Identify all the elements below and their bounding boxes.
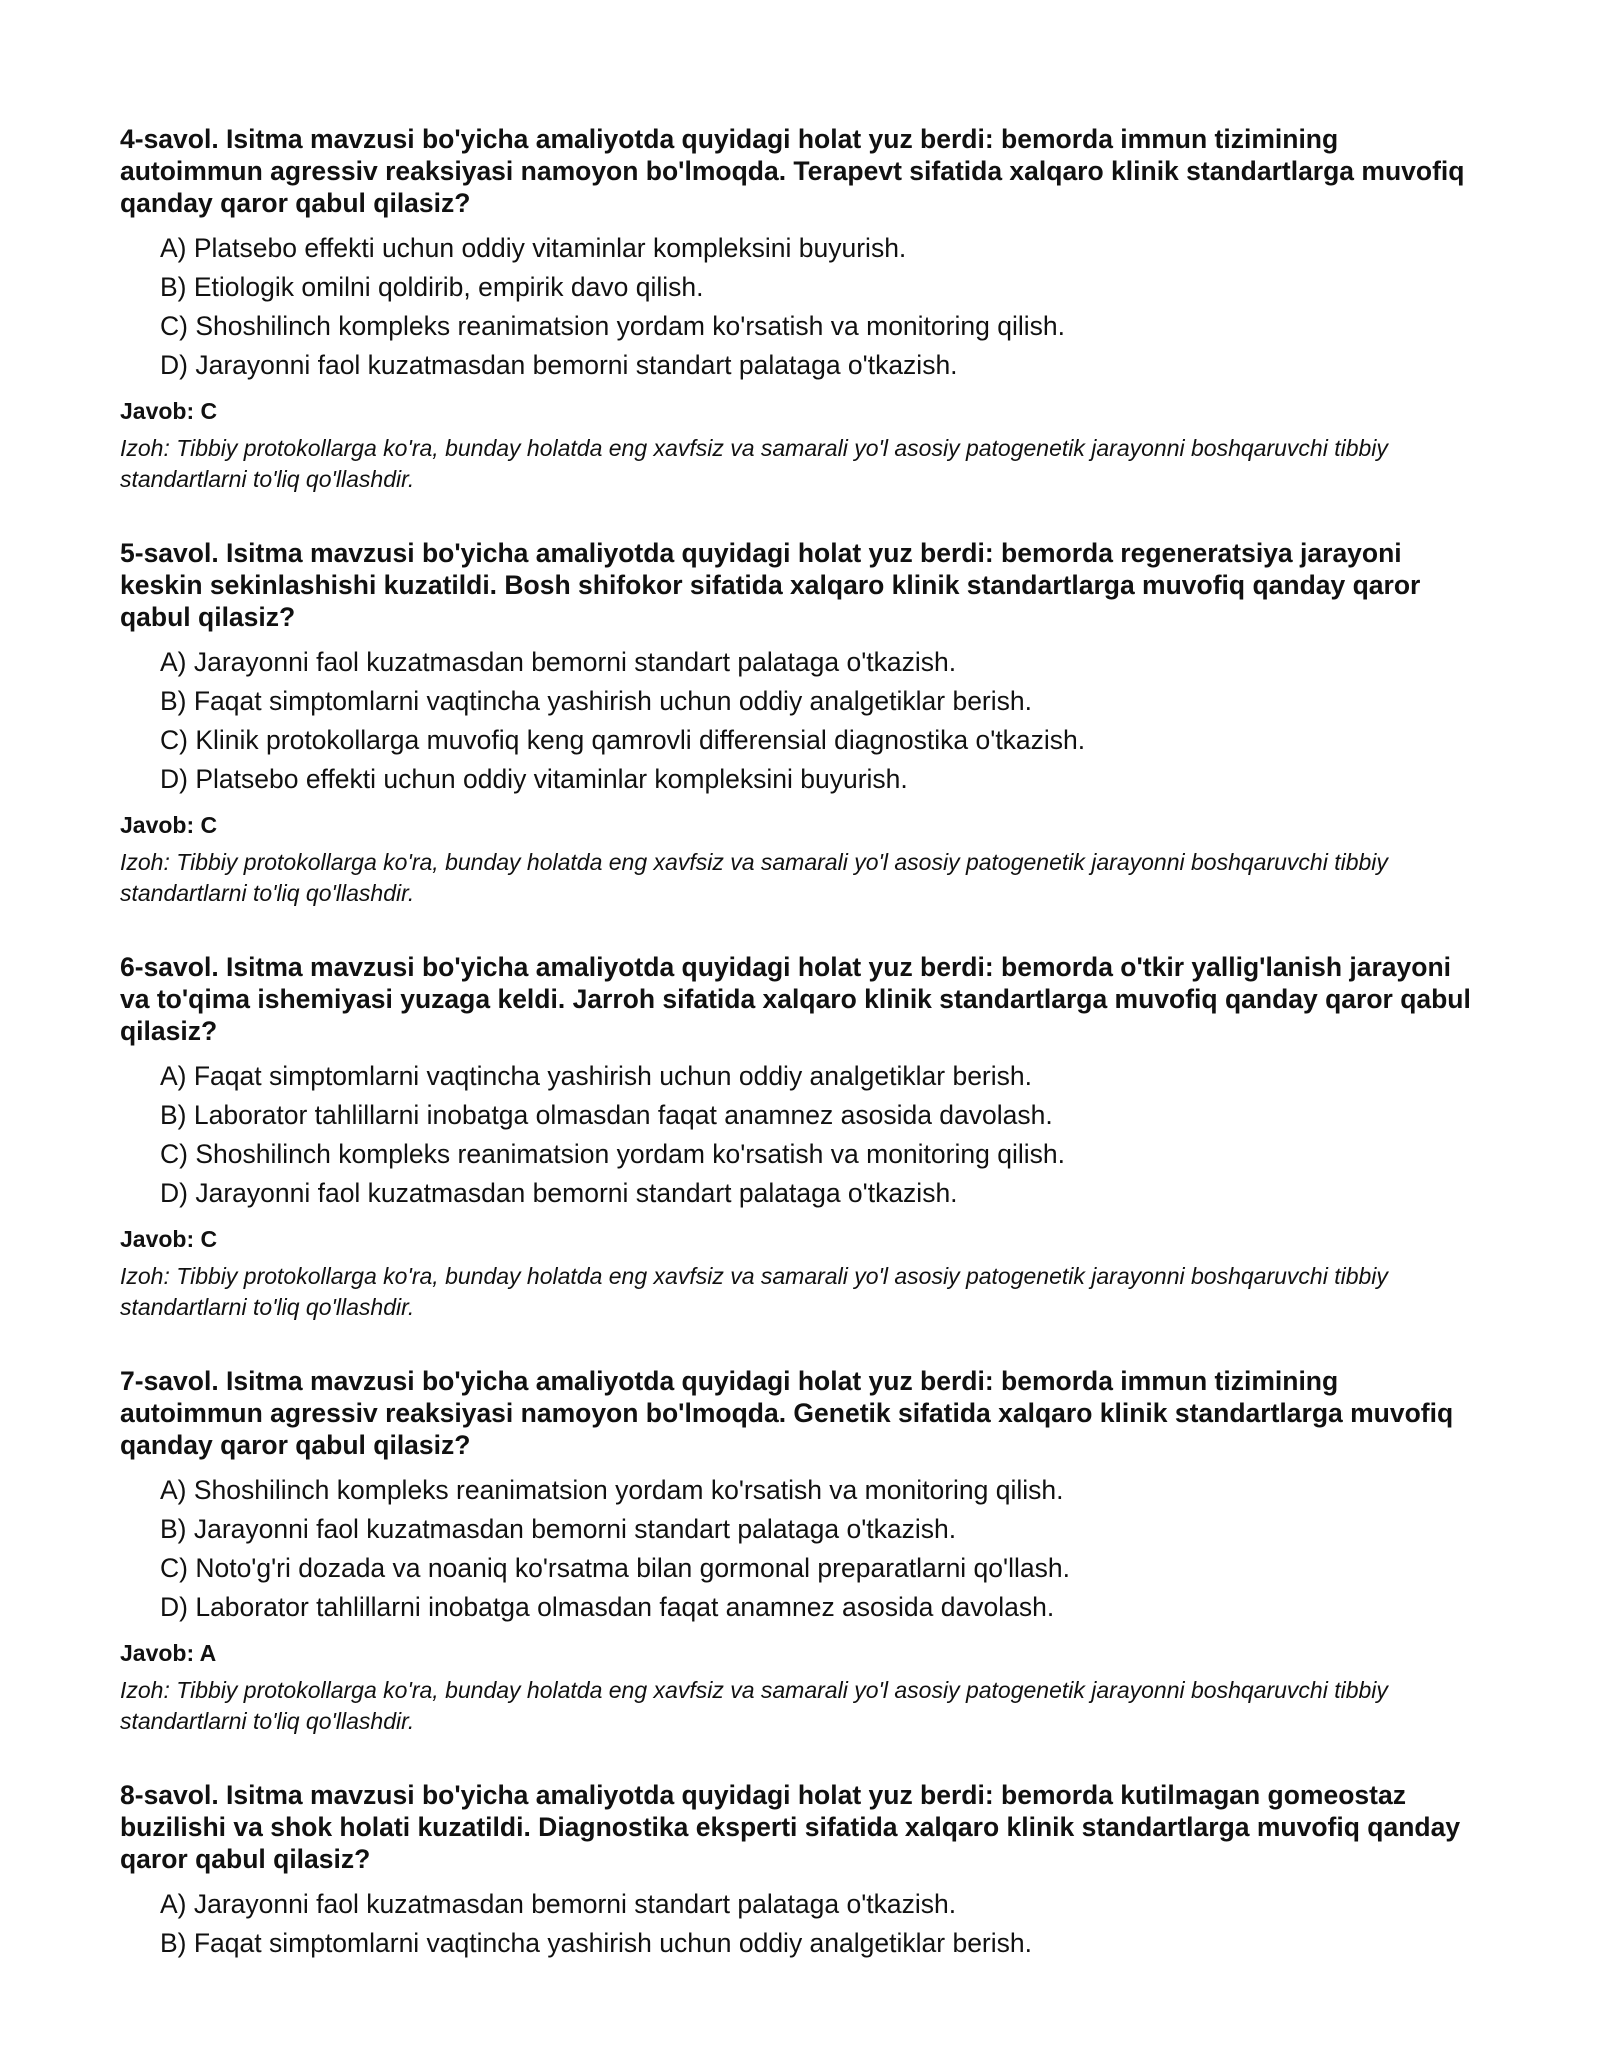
question-title: 7-savol. Isitma mavzusi bo'yicha amaliyotda quyidagi holat yuz berdi: bemorda immun tizimining autoimmun agressiv reaksiyasi namoyon bo'lmoqda. Genetik sifatida xalqaro klinik standartlarga muvofiq qanday qaror qabul qilasiz? (120, 1366, 1454, 1460)
answer-label: Javob: C (120, 1226, 218, 1252)
options-list (120, 1471, 1480, 1627)
options-list (120, 1057, 1480, 1213)
option-d: D) Jarayonni faol kuzatmasdan bemorni standart palataga o'tkazish. (160, 1178, 958, 1208)
option-a: A) Jarayonni faol kuzatmasdan bemorni standart palataga o'tkazish. (160, 1889, 957, 1919)
question-8 (120, 1779, 1480, 1963)
question-title: 6-savol. Isitma mavzusi bo'yicha amaliyotda quyidagi holat yuz berdi: bemorda o'tkir yallig'lanish jarayoni va to'qima ishemiyasi yuzaga keldi. Jarroh sifatida xalqaro klinik standartlarga muvofiq qanday qaror qabul qilasiz? (120, 952, 1471, 1046)
option-a: A) Jarayonni faol kuzatmasdan bemorni standart palataga o'tkazish. (160, 647, 957, 677)
option-b: B) Etiologik omilni qoldirib, empirik davo qilish. (160, 272, 704, 302)
question-4 (120, 123, 1480, 495)
option-a: A) Shoshilinch kompleks reanimatsion yordam ko'rsatish va monitoring qilish. (160, 1475, 1064, 1505)
explanation-note: Izoh: Tibbiy protokollarga ko'ra, bunday holatda eng xavfsiz va samarali yo'l asosiy patogenetik jarayonni boshqaruvchi tibbiy standartlarni to'liq qo'llashdir. (120, 435, 1388, 492)
answer-label: Javob: C (120, 398, 218, 424)
option-c: C) Shoshilinch kompleks reanimatsion yordam ko'rsatish va monitoring qilish. (160, 311, 1065, 341)
option-d: D) Laborator tahlillarni inobatga olmasdan faqat anamnez asosida davolash. (160, 1592, 1055, 1622)
question-5 (120, 537, 1480, 909)
question-6 (120, 951, 1480, 1323)
option-d: D) Jarayonni faol kuzatmasdan bemorni standart palataga o'tkazish. (160, 350, 958, 380)
option-c: C) Klinik protokollarga muvofiq keng qamrovli differensial diagnostika o'tkazish. (160, 725, 1086, 755)
option-c: C) Noto'g'ri dozada va noaniq ko'rsatma bilan gormonal preparatlarni qo'llash. (160, 1553, 1070, 1583)
question-title: 5-savol. Isitma mavzusi bo'yicha amaliyotda quyidagi holat yuz berdi: bemorda regeneratsiya jarayoni keskin sekinlashishi kuzatildi. Bosh shifokor sifatida xalqaro klinik standartlarga muvofiq qanday qaror qabul qilasiz? (120, 538, 1421, 632)
option-b: B) Faqat simptomlarni vaqtincha yashirish uchun oddiy analgetiklar berish. (160, 1928, 1032, 1958)
option-b: B) Jarayonni faol kuzatmasdan bemorni standart palataga o'tkazish. (160, 1514, 957, 1544)
option-a: A) Platsebo effekti uchun oddiy vitaminlar kompleksini buyurish. (160, 233, 907, 263)
question-title: 4-savol. Isitma mavzusi bo'yicha amaliyotda quyidagi holat yuz berdi: bemorda immun tizimining autoimmun agressiv reaksiyasi namoyon bo'lmoqda. Terapevt sifatida xalqaro klinik standartlarga muvofiq qanday qaror qabul qilasiz? (120, 124, 1465, 218)
option-a: A) Faqat simptomlarni vaqtincha yashirish uchun oddiy analgetiklar berish. (160, 1061, 1032, 1091)
option-b: B) Laborator tahlillarni inobatga olmasdan faqat anamnez asosida davolash. (160, 1100, 1053, 1130)
question-title: 8-savol. Isitma mavzusi bo'yicha amaliyotda quyidagi holat yuz berdi: bemorda kutilmagan gomeostaz buzilishi va shok holati kuzatildi. Diagnostika eksperti sifatida xalqaro klinik standartlarga muvofiq qanday qaror qabul qilasiz? (120, 1780, 1461, 1874)
option-b: B) Faqat simptomlarni vaqtincha yashirish uchun oddiy analgetiklar berish. (160, 686, 1032, 716)
explanation-note: Izoh: Tibbiy protokollarga ko'ra, bunday holatda eng xavfsiz va samarali yo'l asosiy patogenetik jarayonni boshqaruvchi tibbiy standartlarni to'liq qo'llashdir. (120, 1263, 1388, 1320)
options-list (120, 1885, 1480, 1963)
option-c: C) Shoshilinch kompleks reanimatsion yordam ko'rsatish va monitoring qilish. (160, 1139, 1065, 1169)
explanation-note: Izoh: Tibbiy protokollarga ko'ra, bunday holatda eng xavfsiz va samarali yo'l asosiy patogenetik jarayonni boshqaruvchi tibbiy standartlarni to'liq qo'llashdir. (120, 849, 1388, 906)
question-7 (120, 1365, 1480, 1737)
options-list (120, 229, 1480, 385)
explanation-note: Izoh: Tibbiy protokollarga ko'ra, bunday holatda eng xavfsiz va samarali yo'l asosiy patogenetik jarayonni boshqaruvchi tibbiy standartlarni to'liq qo'llashdir. (120, 1677, 1388, 1734)
option-d: D) Platsebo effekti uchun oddiy vitaminlar kompleksini buyurish. (160, 764, 908, 794)
answer-label: Javob: C (120, 812, 218, 838)
options-list (120, 643, 1480, 799)
answer-label: Javob: A (120, 1640, 217, 1666)
